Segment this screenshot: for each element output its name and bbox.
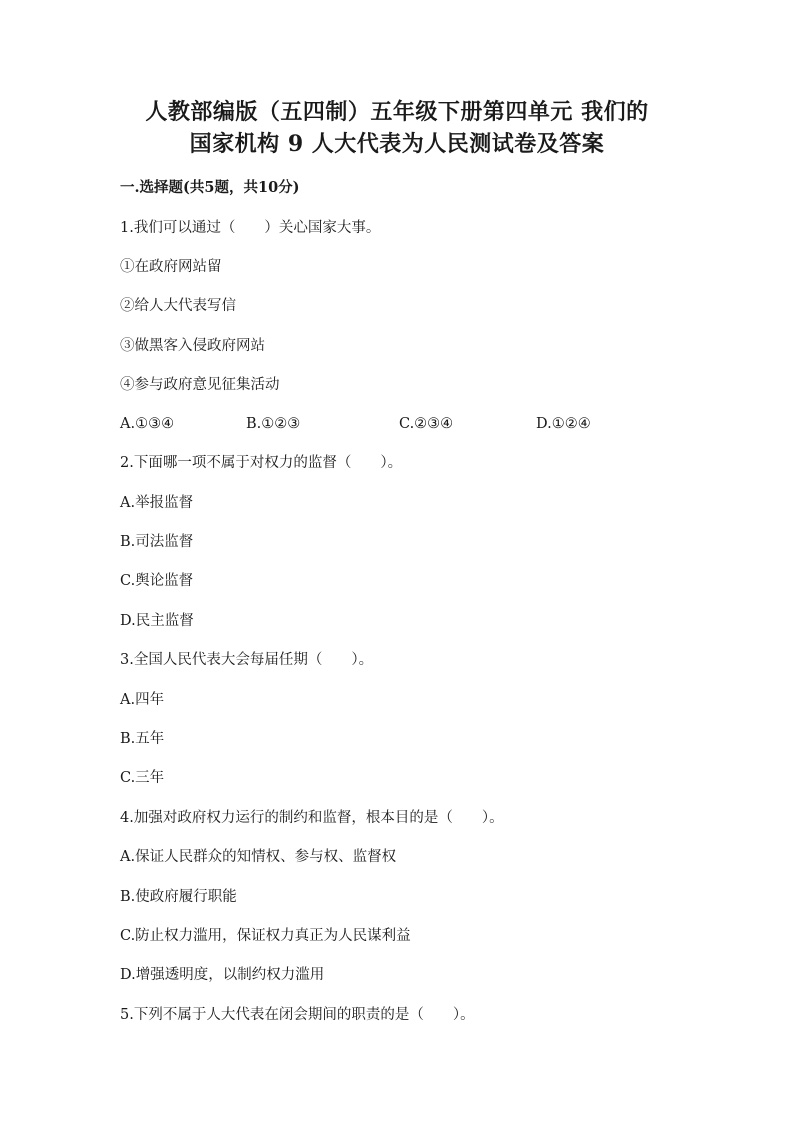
question-3-stem: 3.全国人民代表大会每届任期（ ）。	[120, 652, 374, 668]
question-2-option-d: D.民主监督	[120, 613, 194, 629]
question-4-option-a: A.保证人民群众的知情权、参与权、监督权	[120, 849, 397, 865]
question-3-option-a: A.四年	[120, 692, 165, 708]
question-2-option-c: C.舆论监督	[120, 573, 194, 589]
question-2-option-b: B.司法监督	[120, 534, 194, 550]
question-1-option-d: D.①②④	[536, 416, 591, 432]
question-1-options	[0, 414, 794, 434]
section-heading: 一.选择题(共5题，共10分)	[120, 179, 300, 196]
question-4-option-c: C.防止权力滥用，保证权力真正为人民谋利益	[120, 928, 411, 944]
document-title-line-1: 人教部编版（五四制）五年级下册第四单元 我们的	[145, 99, 649, 125]
question-1-option-b: B.①②③	[246, 416, 301, 432]
question-2-stem: 2.下面哪一项不属于对权力的监督（ ）。	[120, 455, 403, 471]
question-2-option-a: A.举报监督	[120, 495, 194, 511]
question-4-option-b: B.使政府履行职能	[120, 889, 237, 905]
question-1-stem: 1.我们可以通过（ ）关心国家大事。	[120, 220, 381, 236]
question-1-item: ③做黑客入侵政府网站	[120, 338, 265, 354]
question-1-item: ②给人大代表写信	[120, 298, 236, 314]
question-4-option-d: D.增强透明度，以制约权力滥用	[120, 967, 325, 983]
question-1-option-c: C.②③④	[399, 416, 454, 432]
question-3-option-c: C.三年	[120, 770, 165, 786]
question-1-item: ④参与政府意见征集活动	[120, 377, 280, 393]
question-3-option-b: B.五年	[120, 731, 165, 747]
question-1-option-a: A.①③④	[120, 416, 175, 432]
question-5-stem: 5.下列不属于人大代表在闭会期间的职责的是（ ）。	[120, 1007, 475, 1023]
document-title-line-2: 国家机构 9 人大代表为人民测试卷及答案	[189, 131, 605, 157]
question-4-stem: 4.加强对政府权力运行的制约和监督，根本目的是（ ）。	[120, 810, 504, 826]
question-1-item: ①在政府网站留	[120, 259, 222, 275]
